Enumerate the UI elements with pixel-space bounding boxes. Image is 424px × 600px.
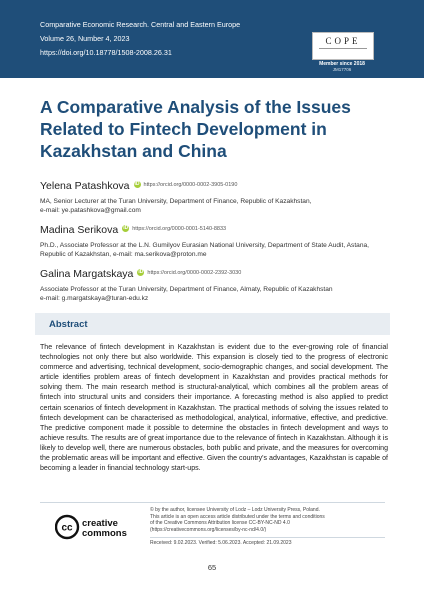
- journal-header: [0, 0, 424, 78]
- author-email[interactable]: Republic of Kazakhstan, e-mail: ma.serikova@proton.me: [40, 251, 207, 258]
- abstract-text: The relevance of fintech development in Kazakhstan is evident due to the ever-growing role of financial technologies not only there but also worldwide. This expansion is closely tied to the progress of electronic commerce and advertising, technical development, socio-demographic changes, and social development. The article identifies problem areas of fintech development in Kazakhstan and provides practical methods for solving them. The main research method is structural-analytical, which combines all the problem areas of fintech into structural units and considers their importance. A forecasting method is also applied to predict certain scenarios of fintech development in Kazakhstan. The practical methods of solving the issues related to fintech development can be characterised as methodological, analytical, informative, effective, and predictive. The predictive component made it possible to determine the obstacles in fintech development and ways to achieve results. The results are of great importance due to the relevance of fintech in Kazakhstan. Although it is likely to develop well, there are numerous obstacles, both public and private, and the measures for overcoming the problematic areas will be important and effective. Given the country's advantages, Kazakhstan is capable of becoming a leader in financial technology start-ups.: [40, 344, 388, 473]
- cc-word-creative: creative: [82, 518, 118, 529]
- article-title: A Comparative Analysis of the Issues Related to Fintech Development in Kazakhstan and China: [40, 97, 351, 161]
- author-block: [40, 264, 390, 303]
- orcid-link[interactable]: https://orcid.org/0000-0002-3905-0190: [143, 181, 238, 188]
- orcid-link[interactable]: https://orcid.org/0000-0001-5140-8833: [132, 225, 227, 232]
- dates-divider: [150, 537, 385, 538]
- cope-member-id: JM17706: [332, 67, 352, 72]
- abstract-heading-bar: [35, 313, 390, 335]
- author-block: [40, 176, 390, 215]
- abstract-heading: Abstract: [49, 319, 88, 330]
- cc-letters: cc: [61, 522, 73, 534]
- license-link[interactable]: (https://creativecommons.org/licenses/by-nc-nd/4.0/): [150, 526, 267, 533]
- author-affiliation: Associate Professor at the Turan University, Department of Finance, Almaty, Republic of Kazakhstan: [40, 286, 333, 293]
- orcid-icon[interactable]: iD: [134, 181, 140, 188]
- author-email[interactable]: e-mail: g.margatskaya@turan-edu.kz: [40, 295, 149, 302]
- cope-logo: [312, 32, 374, 60]
- cope-letters: COPE: [325, 36, 361, 46]
- author-affiliation: MA, Senior Lecturer at the Turan University, Department of Finance, Republic of Kazakhstan,: [40, 198, 312, 205]
- author-block: [40, 220, 390, 259]
- page-number: 65: [207, 563, 217, 572]
- orcid-icon[interactable]: iD: [138, 269, 144, 276]
- article-dates: Received: 9.02.2023. Verified: 5.06.2023. Accepted: 21.09.2023: [150, 540, 292, 546]
- footer-divider: [40, 502, 385, 503]
- license-line-terms: This article is an open access article distributed under the terms and conditions: [150, 513, 325, 520]
- license-text: [150, 507, 390, 533]
- author-name: Galina Margatskaya: [40, 268, 134, 280]
- creative-commons-logo[interactable]: [55, 514, 139, 540]
- cc-word-commons: commons: [82, 528, 127, 539]
- journal-doi-link[interactable]: https://doi.org/10.18778/1508-2008.26.31: [40, 48, 172, 57]
- orcid-link[interactable]: https://orcid.org/0000-0002-2392-3030: [147, 269, 242, 276]
- orcid-icon[interactable]: iD: [123, 225, 129, 232]
- author-name: Madina Serikova: [40, 224, 119, 236]
- journal-name: Comparative Economic Research. Central and Eastern Europe: [40, 20, 241, 29]
- license-line-copyright: © by the author, licensee University of Lodz – Lodz University Press, Poland.: [150, 507, 320, 513]
- abstract-section: [35, 313, 390, 495]
- cope-divider: [319, 48, 367, 49]
- author-affiliation: Ph.D., Associate Professor at the L.N. Gumilyov Eurasian National University, Department of State Audit, Astana,: [40, 242, 369, 249]
- license-line-name: of the Creative Commons Attribution license CC-BY-NC-ND 4.0: [150, 520, 290, 527]
- author-email[interactable]: e-mail: ye.patashkova@gmail.com: [40, 207, 141, 214]
- cope-member-since: Member since 2018: [319, 61, 365, 67]
- journal-volume: Volume 26, Number 4, 2023: [40, 34, 130, 43]
- author-name: Yelena Patashkova: [40, 180, 130, 192]
